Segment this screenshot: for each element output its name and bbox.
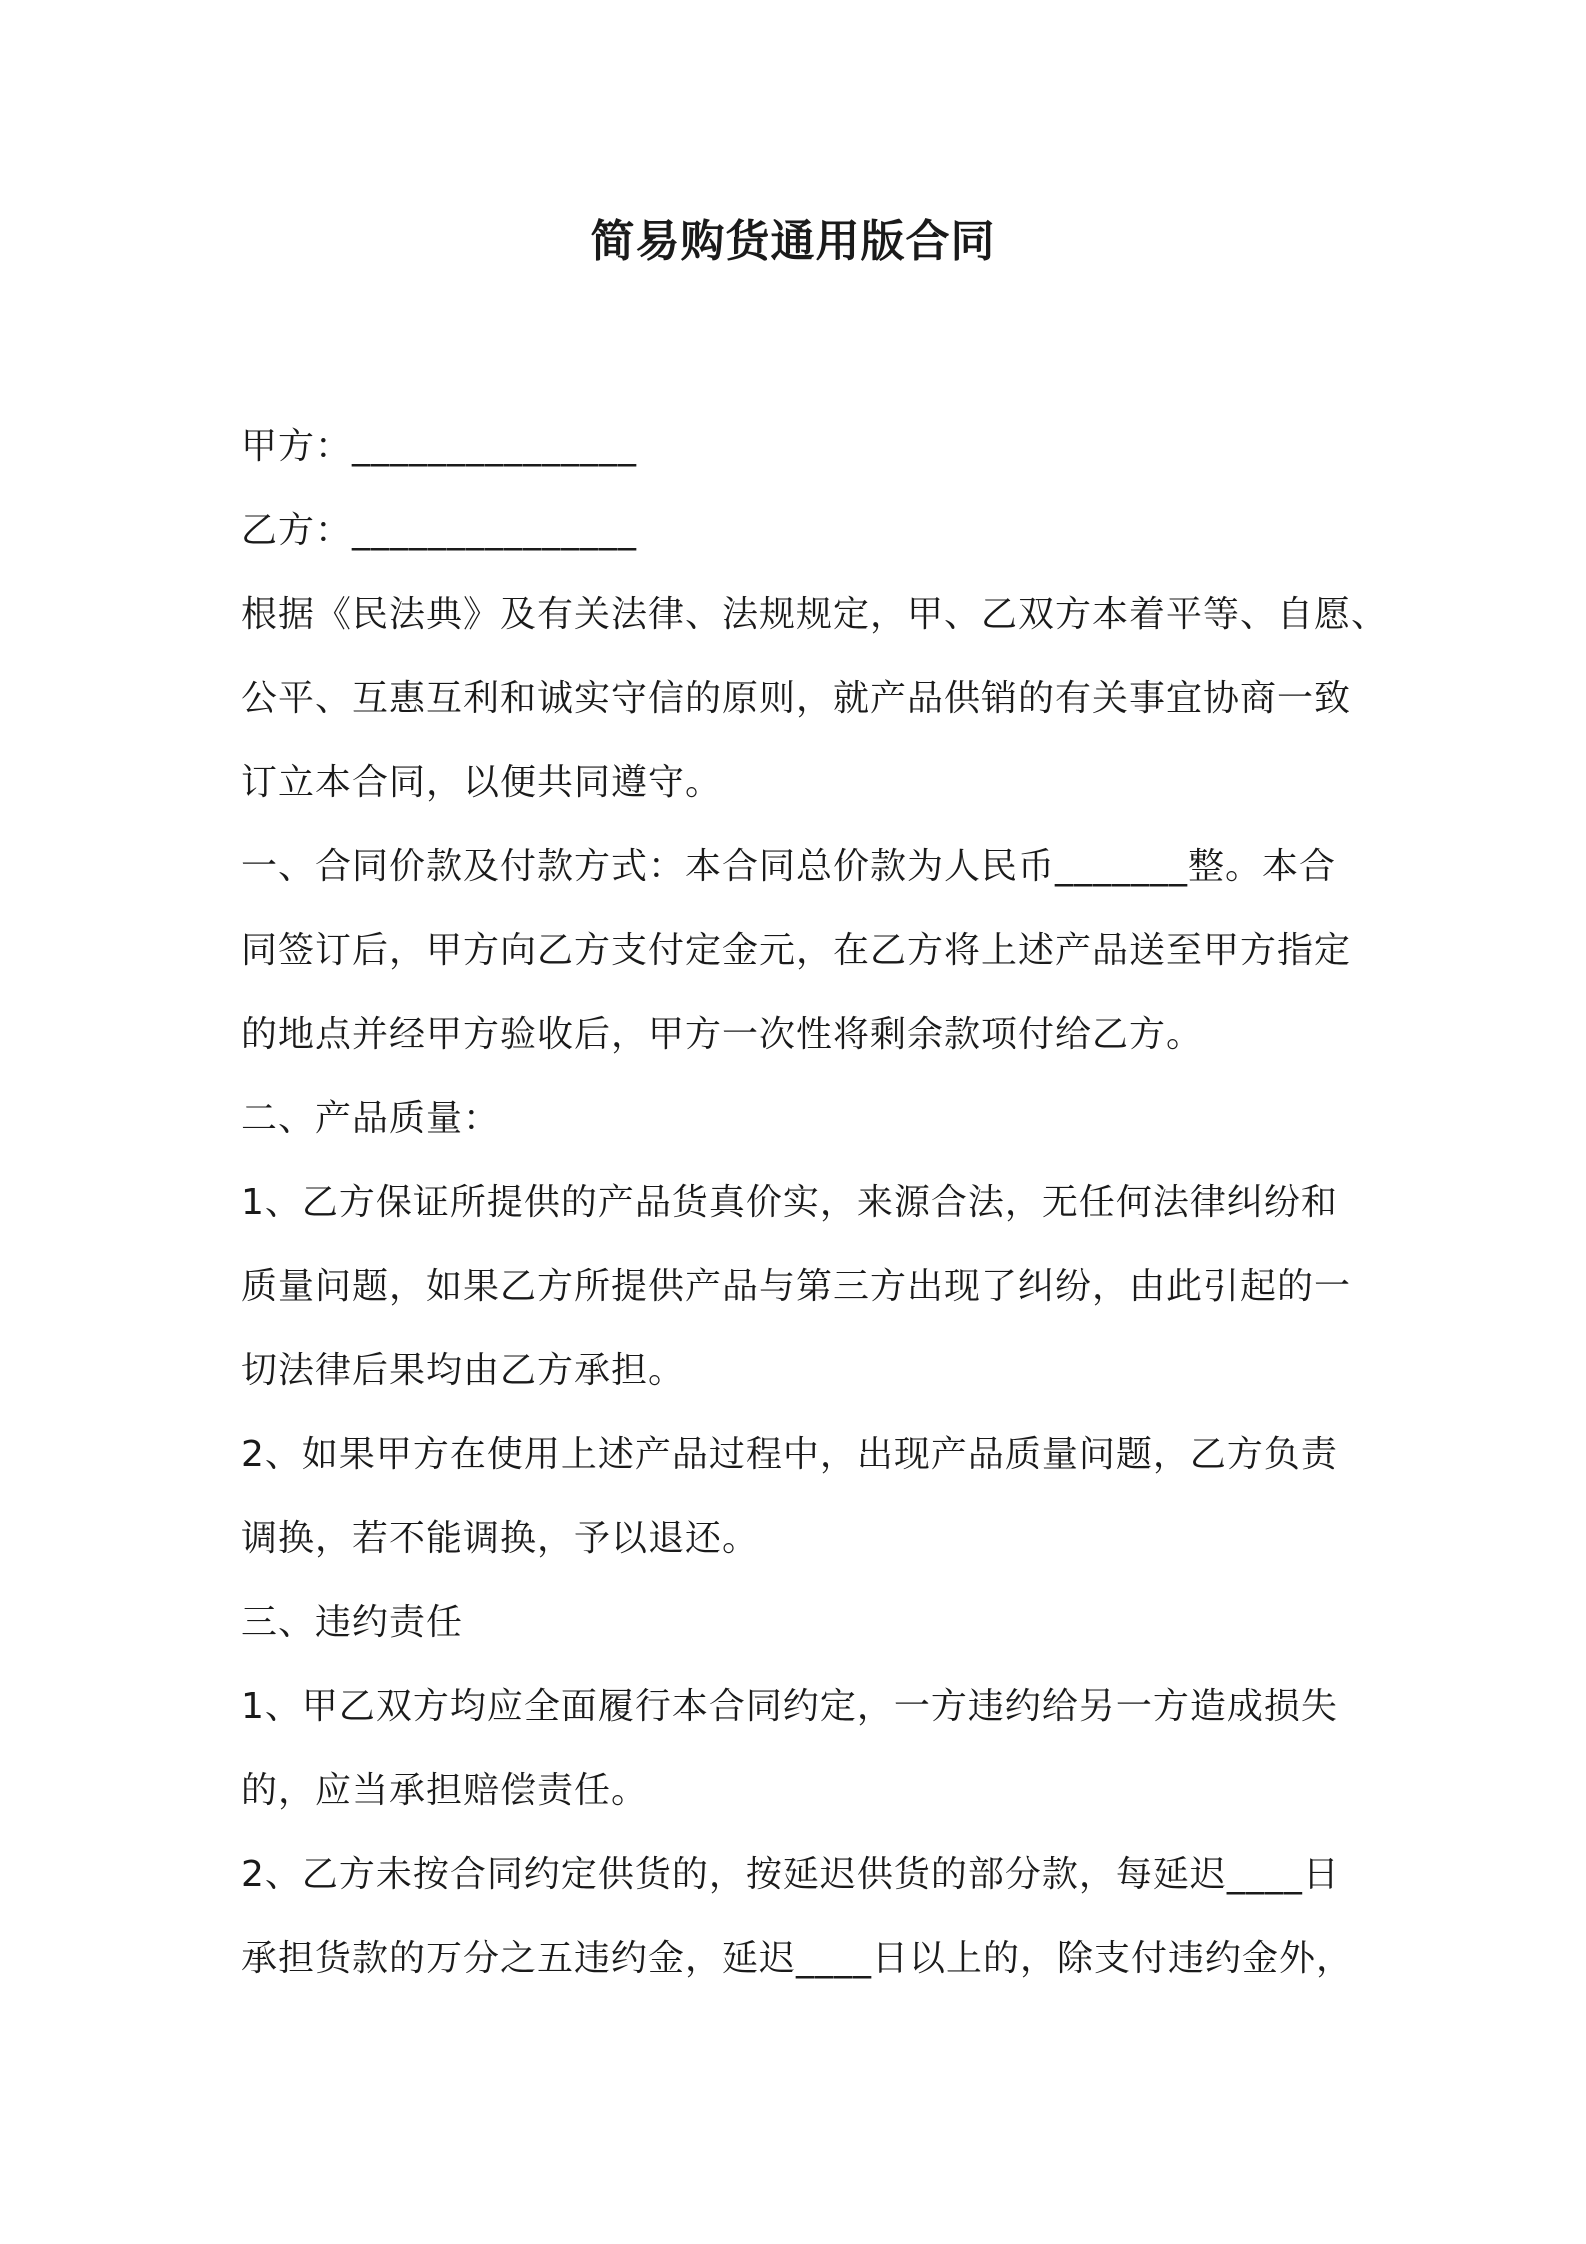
preamble-line: 根据《民法典》及有关法律、法规规定，甲、乙双方本着平等、自愿、 [241, 594, 1389, 635]
clause-line: 1、乙方保证所提供的产品货真价实，来源合法，无任何法律纠纷和 [241, 1182, 1338, 1223]
clause-line: 承担货款的万分之五违约金，延迟____日以上的，除支付违约金外， [241, 1938, 1354, 1979]
preamble-line: 订立本合同，以便共同遵守。 [241, 762, 723, 803]
document-title: 简易购货通用版合同 [590, 216, 996, 267]
document-body [241, 405, 1389, 2001]
clause-line: 切法律后果均由乙方承担。 [241, 1350, 686, 1391]
clause-line: 1、甲乙双方均应全面履行本合同约定，一方违约给另一方造成损失 [241, 1686, 1338, 1727]
clause-line: 2、如果甲方在使用上述产品过程中，出现产品质量问题，乙方负责 [241, 1434, 1338, 1475]
clause-line: 的地点并经甲方验收后，甲方一次性将剩余款项付给乙方。 [241, 1014, 1204, 1055]
clause-line: 质量问题，如果乙方所提供产品与第三方出现了纠纷，由此引起的一 [241, 1266, 1352, 1307]
clause-line: 同签订后，甲方向乙方支付定金元，在乙方将上述产品送至甲方指定 [241, 930, 1352, 971]
clause-line: 调换，若不能调换，予以退还。 [241, 1518, 760, 1559]
preamble-line: 公平、互惠互利和诚实守信的原则，就产品供销的有关事宜协商一致 [241, 678, 1352, 719]
clause-line: 的，应当承担赔偿责任。 [241, 1770, 649, 1811]
section-heading: 二、产品质量： [241, 1098, 501, 1139]
clause-line: 一、合同价款及付款方式：本合同总价款为人民币_______整。本合 [241, 846, 1337, 887]
section-heading: 三、违约责任 [241, 1602, 464, 1643]
party-a-line: 甲方：_______________ [241, 426, 638, 467]
clause-line: 2、乙方未按合同约定供货的，按延迟供货的部分款，每延迟____日 [241, 1854, 1340, 1895]
party-b-line: 乙方：_______________ [241, 510, 638, 551]
